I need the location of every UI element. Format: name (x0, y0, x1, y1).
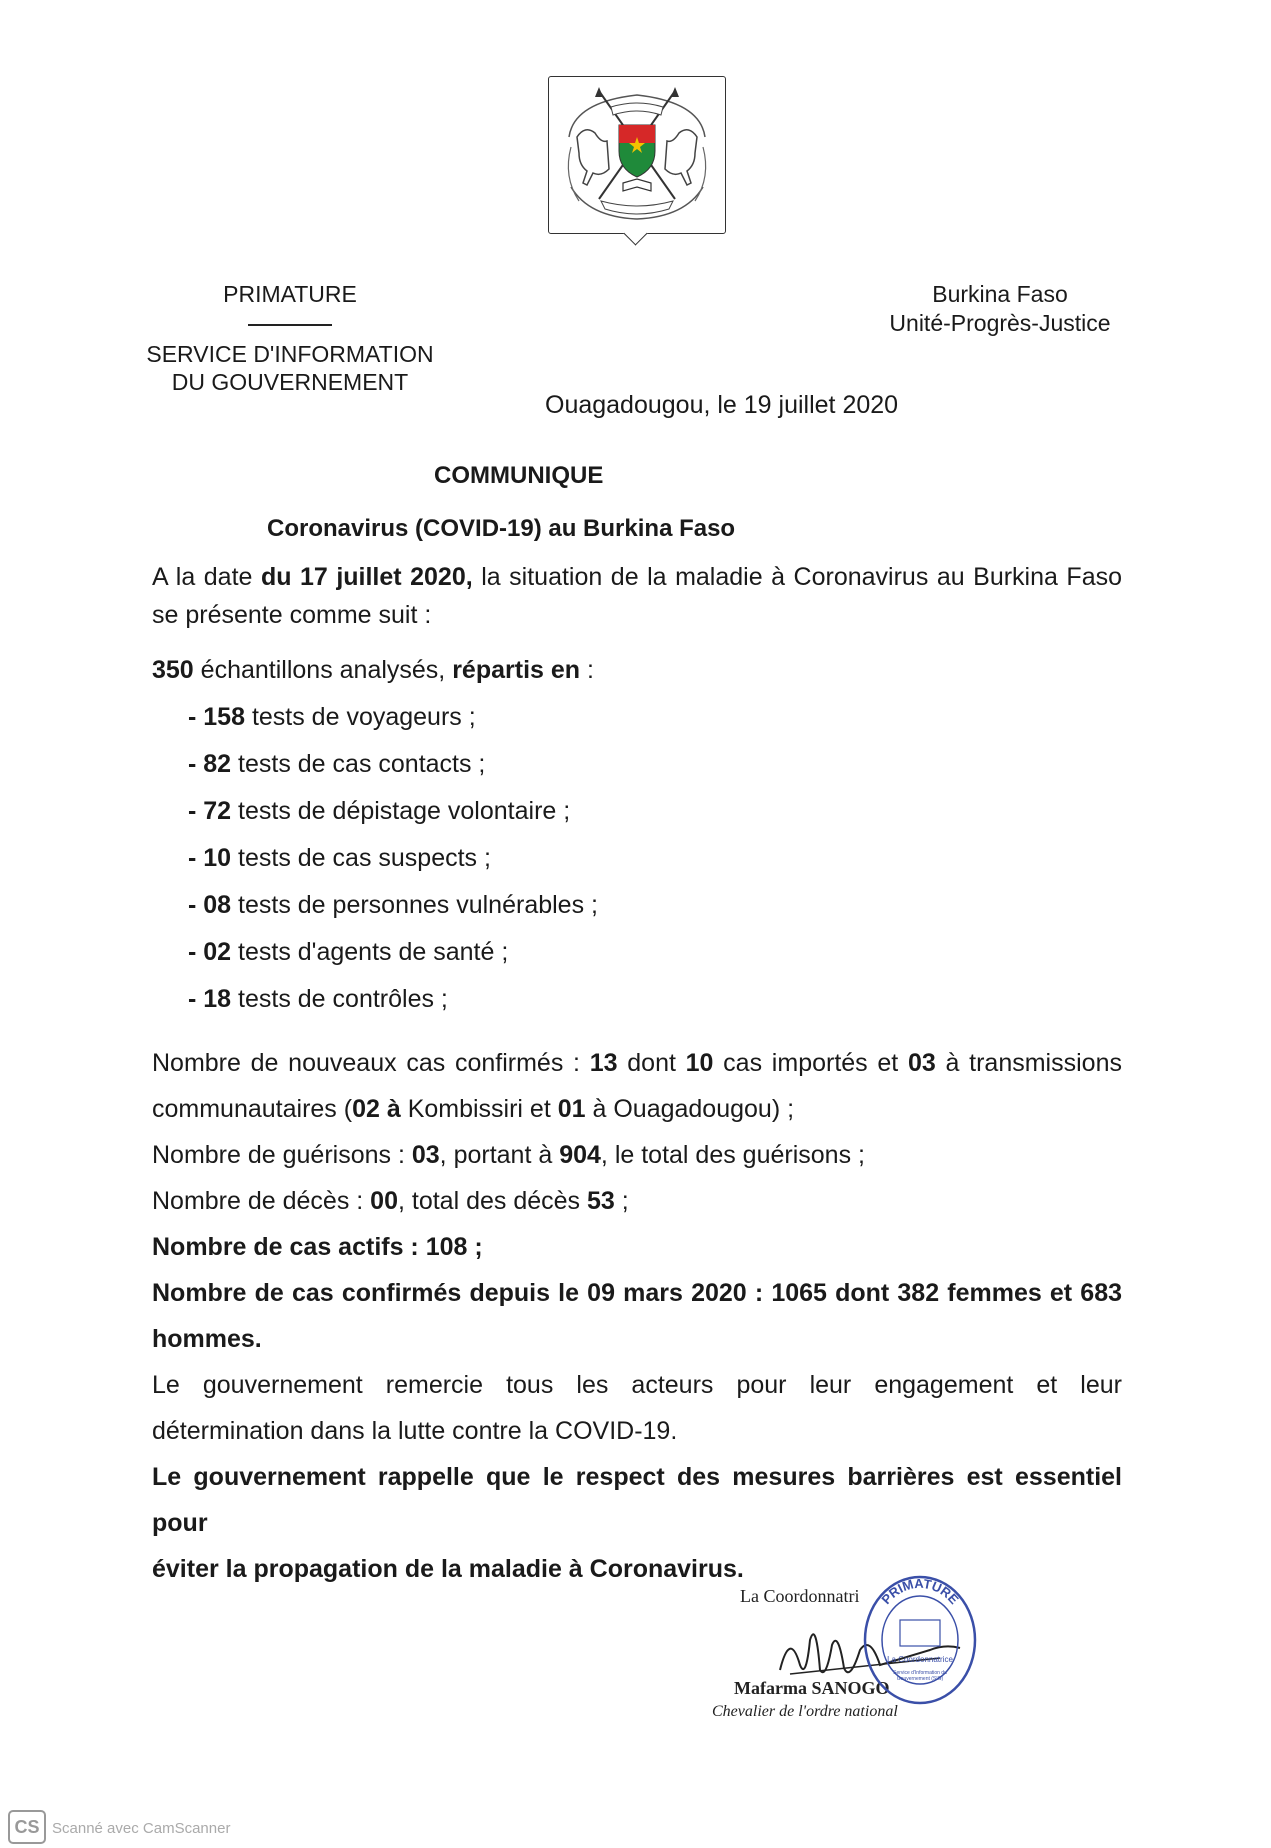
list-number: 02 (203, 938, 232, 966)
intro-text-a: A la date (152, 563, 261, 591)
samples-text: échantillons analysés, (193, 656, 453, 684)
stamp-top-text: PRIMATURE (878, 1575, 962, 1608)
statistics-block (152, 1040, 1122, 1592)
country-motto: Unité-Progrès-Justice (889, 310, 1111, 336)
list-number: 08 (203, 891, 232, 919)
coat-of-arms-frame (548, 76, 726, 234)
stat-value: 13 (589, 1049, 618, 1077)
list-dash: - (188, 938, 204, 966)
coat-of-arms-emblem (549, 77, 725, 233)
country-name: Burkina Faso (932, 281, 1068, 307)
date-line: Ouagadougou, le 19 juillet 2020 (545, 391, 899, 419)
document-subtitle: Coronavirus (COVID-19) au Burkina Faso (267, 515, 736, 542)
list-dash: - (188, 985, 204, 1013)
stat-text: , portant à (439, 1141, 560, 1169)
intro-text-b: la situation de la maladie à Coronavirus au Burkina Faso (472, 563, 1123, 591)
thanks-line-2: détermination dans la lutte contre la COVID-19. (152, 1417, 678, 1445)
samples-line (152, 650, 594, 690)
stat-text: , le total des guérisons ; (600, 1141, 865, 1169)
list-item (188, 982, 598, 1029)
list-dash: - (188, 891, 204, 919)
list-item (188, 747, 598, 794)
list-dash: - (188, 750, 204, 778)
header-right (880, 280, 1120, 338)
official-stamp (862, 1574, 978, 1706)
stat-value: 01 (557, 1095, 586, 1123)
stat-value: 03 (907, 1049, 936, 1077)
list-text: tests de cas contacts ; (231, 750, 486, 778)
intro-date: du 17 juillet 2020, (260, 563, 473, 591)
stamp-ring-text: Service d'Information du Gouvernement (SIG) (893, 1670, 947, 1682)
stat-value: 02 à (352, 1095, 401, 1123)
signer-honor: Chevalier de l'ordre national (712, 1703, 898, 1720)
stat-text: , total des décès (397, 1187, 587, 1215)
stat-value: 00 (370, 1187, 398, 1215)
list-item (188, 700, 598, 747)
stat-text: cas importés et (713, 1049, 908, 1077)
samples-colon: : (580, 656, 594, 684)
list-item (188, 841, 598, 888)
confirmed-total-line-1: Nombre de cas confirmés depuis le 09 mars 2020 : 1065 dont 382 femmes et 683 (152, 1279, 1122, 1307)
list-dash: - (188, 844, 204, 872)
list-text: tests de contrôles ; (231, 985, 448, 1013)
header-left (140, 280, 440, 396)
stat-value: 904 (559, 1141, 601, 1169)
intro-paragraph (152, 558, 1122, 634)
confirmed-total-line-2: hommes. (152, 1325, 262, 1353)
samples-count: 350 (152, 656, 194, 684)
list-text: tests de personnes vulnérables ; (231, 891, 598, 919)
stat-text: Nombre de nouveaux cas confirmés : (152, 1049, 590, 1077)
stamp-center-text: La Coordonnatrice (887, 1655, 953, 1664)
signer-name: Mafarma SANOGO (734, 1678, 890, 1698)
list-dash: - (188, 703, 204, 731)
list-number: 72 (203, 797, 232, 825)
stat-value: 03 (411, 1141, 440, 1169)
samples-repartis: répartis en (452, 656, 581, 684)
deaths-line (152, 1178, 1122, 1224)
list-number: 158 (203, 703, 245, 731)
list-item (188, 935, 598, 982)
list-text: tests de cas suspects ; (231, 844, 491, 872)
stamp-graphic (862, 1574, 978, 1706)
list-text: tests de dépistage volontaire ; (231, 797, 571, 825)
reminder-line-1: Le gouvernement rappelle que le respect des mesures barrières est essentiel pour (152, 1463, 1122, 1537)
camscanner-logo: CS (8, 1810, 46, 1844)
intro-line-1 (152, 558, 1122, 596)
list-number: 10 (203, 844, 232, 872)
stat-text: communautaires ( (152, 1095, 353, 1123)
list-item (188, 888, 598, 935)
stat-text: Nombre de décès : (152, 1187, 371, 1215)
primature-label: PRIMATURE (223, 281, 357, 307)
recoveries-line (152, 1132, 1122, 1178)
list-text: tests de voyageurs ; (245, 703, 476, 731)
list-text: tests d'agents de santé ; (231, 938, 509, 966)
intro-line-2: se présente comme suit : (152, 601, 432, 629)
svg-text:PRIMATURE (878, 1576, 962, 1607)
thanks-line-1: Le gouvernement remercie tous les acteurs pour leur engagement et leur (152, 1371, 1122, 1399)
stat-text: à transmissions (935, 1049, 1122, 1077)
stat-text: Kombissiri et (400, 1095, 558, 1123)
stat-text: Nombre de guérisons : (152, 1141, 412, 1169)
stat-value: 53 (587, 1187, 615, 1215)
signer-role: La Coordonnatri (740, 1586, 860, 1606)
service-label: SERVICE D'INFORMATION (146, 341, 434, 367)
stat-text: à Ouagadougou) ; (585, 1095, 795, 1123)
list-item (188, 794, 598, 841)
list-number: 18 (203, 985, 232, 1013)
list-dash: - (188, 797, 204, 825)
tests-list (188, 700, 598, 1029)
active-cases-line: Nombre de cas actifs : 108 ; (152, 1233, 483, 1261)
camscanner-text: Scanné avec CamScanner (52, 1820, 231, 1837)
new-cases-line-1 (152, 1040, 1122, 1086)
header-divider (248, 324, 332, 326)
stat-text: dont (617, 1049, 686, 1077)
stat-text: ; (614, 1187, 629, 1215)
document-title: COMMUNIQUE (434, 462, 604, 489)
list-number: 82 (203, 750, 232, 778)
gouvernement-label: DU GOUVERNEMENT (171, 369, 409, 395)
stat-value: 10 (685, 1049, 714, 1077)
reminder-line-2: éviter la propagation de la maladie à Coronavirus. (152, 1555, 744, 1583)
new-cases-line-2 (152, 1086, 1122, 1132)
